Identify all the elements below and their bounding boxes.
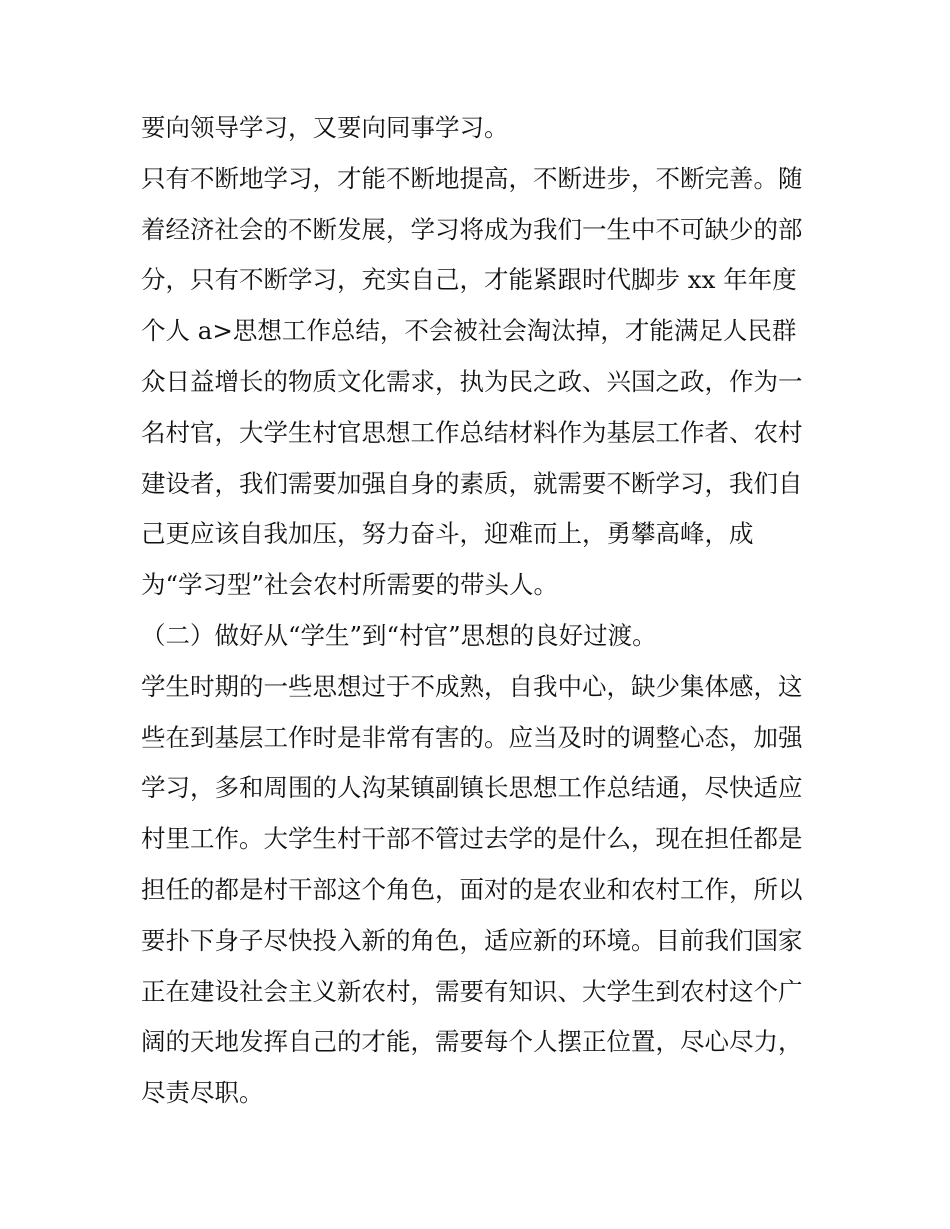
text-line: 担任的都是村干部这个角色，面对的是农业和农村工作，所以 [141, 874, 803, 904]
text-line: 阔的天地发挥自己的才能，需要每个人摆正位置，尽心尽力， [141, 1027, 803, 1057]
text-line: 众日益增长的物质文化需求，执为民之政、兴国之政，作为一 [141, 366, 803, 396]
text-line: 些在到基层工作时是非常有害的。应当及时的调整心态，加强 [141, 722, 803, 752]
text-line: 要扑下身子尽快投入新的角色，适应新的环境。目前我们国家 [141, 925, 803, 955]
text-line: 尽责尽职。 [141, 1078, 264, 1108]
text-line: 村里工作。大学生村干部不管过去学的是什么，现在担任都是 [141, 824, 803, 854]
text-line: 个人 a>思想工作总结，不会被社会淘汰掉，才能满足人民群 [141, 316, 797, 346]
text-line: 只有不断地学习，才能不断地提高，不断进步，不断完善。随 [141, 163, 803, 193]
text-line: 己更应该自我加压，努力奋斗，迎难而上，勇攀高峰，成 [141, 519, 754, 549]
document-body [141, 103, 831, 1119]
section-heading: （二）做好从“学生”到“村官”思想的良好过渡。 [141, 620, 657, 650]
text-line: 分，只有不断学习，充实自己，才能紧跟时代脚步 xx 年年度 [141, 265, 797, 295]
text-line: 要向领导学习，又要向同事学习。 [141, 113, 509, 142]
text-line: 学习，多和周围的人沟某镇副镇长思想工作总结通，尽快适应 [141, 773, 803, 803]
text-line: 为“学习型”社会农村所需要的带头人。 [141, 570, 559, 600]
text-line: 正在建设社会主义新农村，需要有知识、大学生到农村这个广 [141, 976, 803, 1006]
text-line: 学生时期的一些思想过于不成熟，自我中心，缺少集体感，这 [141, 671, 803, 701]
text-line: 名村官，大学生村官思想工作总结材料作为基层工作者、农村 [141, 417, 803, 447]
text-line: 着经济社会的不断发展，学习将成为我们一生中不可缺少的部 [141, 214, 803, 244]
text-line: 建设者，我们需要加强自身的素质，就需要不断学习，我们自 [141, 468, 803, 498]
